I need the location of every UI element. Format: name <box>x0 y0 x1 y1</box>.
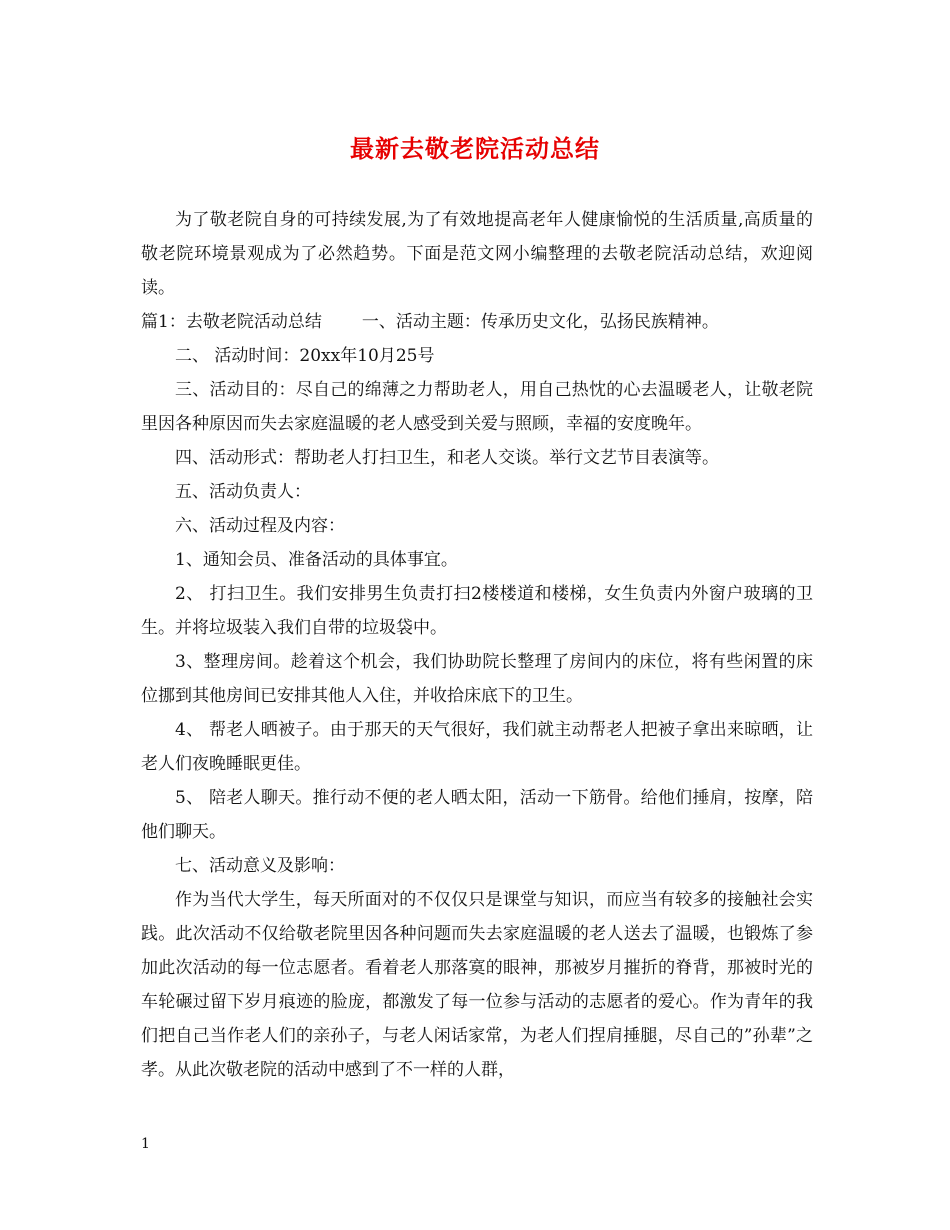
page-number: 1 <box>141 1136 150 1152</box>
intro-paragraph: 为了敬老院自身的可持续发展,为了有效地提高老年人健康愉悦的生活质量,高质量的敬老院环境景观成为了必然趋势。下面是范文网小编整理的去敬老院活动总结，欢迎阅读。 <box>141 210 813 298</box>
time-paragraph: 二、 活动时间：20xx年10月25号 <box>175 346 435 366</box>
step-3-paragraph: 3、整理房间。趁着这个机会，我们协助院长整理了房间内的床位，将有些闲置的床位挪到其他房间已安排其他人入住，并收拾床底下的卫生。 <box>141 652 813 706</box>
step-5-paragraph: 5、 陪老人聊天。推行动不便的老人晒太阳，活动一下筋骨。给他们捶肩，按摩，陪他们聊天。 <box>141 788 813 842</box>
reflection-paragraph: 作为当代大学生，每天所面对的不仅仅只是课堂与知识，而应当有较多的接触社会实践。此次活动不仅给敬老院里因各种问题而失去家庭温暖的老人送去了温暖，也锻炼了参加此次活动的每一位志愿者。看着老人那落寞的眼神，那被岁月摧折的脊背，那被时光的车轮碾过留下岁月痕迹的脸庞，都激发了每一位参与活动的志愿者的爱心。作为青年的我们把自己当作老人们的亲孙子，与老人闲话家常，为老人们捏肩捶腿，尽自己的”孙辈”之孝。从此次敬老院的活动中感到了不一样的人群， <box>141 890 813 1080</box>
process-paragraph: 六、活动过程及内容： <box>175 516 345 536</box>
piece-heading-line <box>141 305 813 339</box>
step-1-paragraph: 1、通知会员、准备活动的具体事宜。 <box>175 550 458 570</box>
document-body <box>141 203 813 1087</box>
step-4-paragraph: 4、 帮老人晒被子。由于那天的天气很好，我们就主动帮老人把被子拿出来晾晒，让老人们夜晚睡眠更佳。 <box>141 720 813 774</box>
significance-paragraph: 七、活动意义及影响： <box>175 856 345 876</box>
form-paragraph: 四、活动形式：帮助老人打扫卫生，和老人交谈。举行文艺节目表演等。 <box>175 448 719 468</box>
leader-paragraph: 五、活动负责人： <box>175 482 311 502</box>
step-2-paragraph: 2、 打扫卫生。我们安排男生负责打扫2楼楼道和楼梯，女生负责内外窗户玻璃的卫生。并将垃圾装入我们自带的垃圾袋中。 <box>141 584 813 638</box>
document-title: 最新去敬老院活动总结 <box>350 134 600 163</box>
theme-paragraph: 一、活动主题：传承历史文化，弘扬民族精神。 <box>361 312 719 332</box>
purpose-paragraph: 三、活动目的：尽自己的绵薄之力帮助老人，用自己热忱的心去温暖老人，让敬老院里因各种原因而失去家庭温暖的老人感受到关爱与照顾，幸福的安度晚年。 <box>141 380 813 434</box>
piece-label: 篇1：去敬老院活动总结 <box>141 312 322 332</box>
